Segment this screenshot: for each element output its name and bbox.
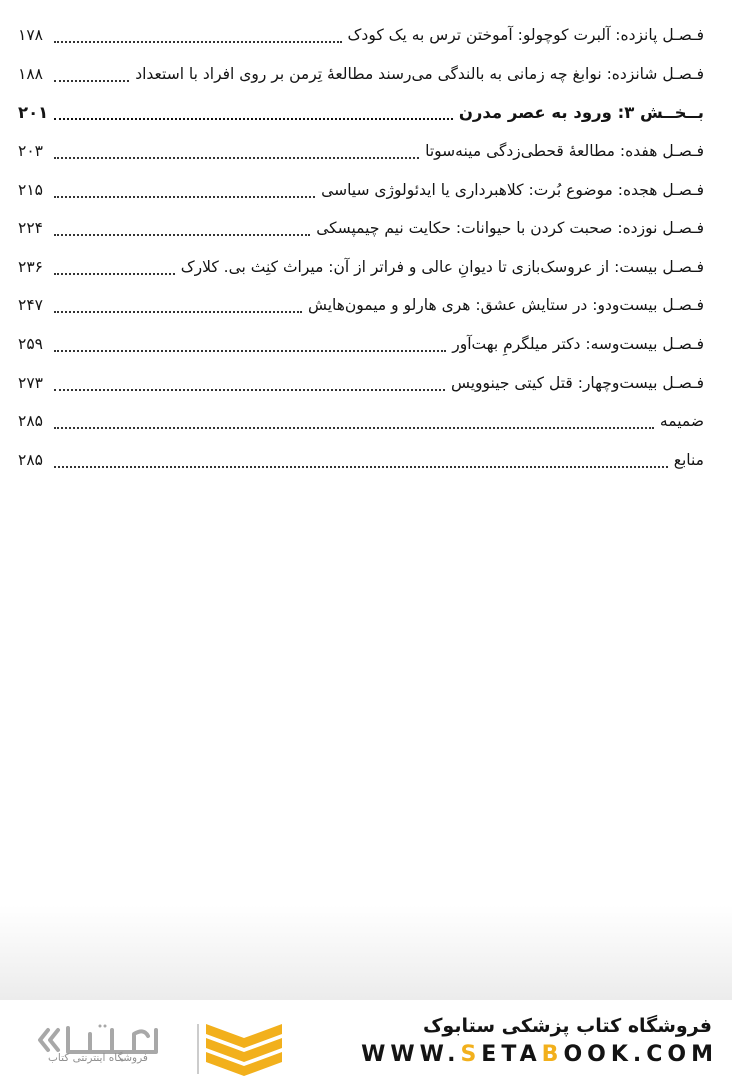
brand-tagline: فروشگاه اینترنتی کتاب	[48, 1052, 148, 1064]
toc-page-number: ۲۱۵	[18, 180, 43, 199]
toc-entry-title: فـصـل هجده: موضوع بُرت: کلاهبرداری یا ایدئولوژی سیاسی	[321, 180, 704, 199]
dot-leader	[54, 419, 654, 429]
toc-entry-title: فـصـل شانزده: نوابغ چه زمانی به بالندگی می‌رسند مطالعۀ تِرمن بر روی افراد با استعداد	[135, 64, 704, 83]
toc-row[interactable]	[18, 441, 704, 480]
toc-row[interactable]	[18, 363, 704, 402]
url-highlight-letter: B	[541, 1042, 564, 1067]
url-text: ETA	[481, 1042, 542, 1067]
dot-leader	[54, 110, 453, 120]
dot-leader	[54, 381, 445, 391]
toc-row[interactable]	[18, 16, 704, 55]
dot-leader	[54, 342, 446, 352]
toc-entry-title: بــخــش ۳: ورود به عصر مدرن	[458, 102, 704, 122]
dot-leader	[54, 226, 310, 236]
toc-entry-title: فـصـل بیست: از عروسک‌بازی تا دیوانِ عالی و فراتر از آن: میراث کنِث بی. کلارک	[180, 257, 704, 276]
toc-page-number: ۲۰۳	[18, 142, 43, 161]
toc-page-number: ۲۸۵	[18, 450, 43, 469]
store-url[interactable]	[361, 1042, 718, 1067]
toc-entry-title: فـصـل بیست‌وسه: دکتر میلگرمِ بهت‌آور	[452, 335, 704, 354]
toc-entry-title: منابع	[673, 450, 704, 469]
toc-page-number: ۲۷۳	[18, 373, 43, 392]
store-name: فروشگاه کتاب پزشکی ستابوک	[422, 1015, 712, 1037]
table-of-contents	[18, 16, 704, 479]
toc-row[interactable]	[18, 286, 704, 325]
toc-row[interactable]	[18, 248, 704, 287]
toc-page-number: ۲۵۹	[18, 335, 43, 354]
toc-part-heading[interactable]	[18, 93, 704, 132]
toc-row[interactable]	[18, 209, 704, 248]
toc-entry-title: فـصـل بیست‌ودو: در ستایش عشق: هری هارلو و میمون‌هایش	[307, 296, 704, 315]
toc-page-number: ۲۳۶	[18, 257, 43, 276]
toc-page-number: ۱۷۸	[18, 26, 43, 45]
url-text: OOK.COM	[563, 1042, 718, 1067]
toc-entry-title: فـصـل پانزده: آلبرت کوچولو: آموختن ترس به یک کودک	[347, 26, 704, 45]
dot-leader	[54, 188, 315, 198]
dot-leader	[54, 458, 668, 468]
toc-row[interactable]	[18, 132, 704, 171]
toc-page-number: ۲۲۴	[18, 219, 43, 238]
toc-row[interactable]	[18, 402, 704, 441]
footer-shade	[0, 905, 732, 1000]
dot-leader	[54, 265, 175, 275]
toc-entry-title: فـصـل بیست‌وچهار: قتل کیتی جینوویس	[450, 373, 704, 392]
toc-page-number: ۲۸۵	[18, 412, 43, 431]
toc-row[interactable]	[18, 170, 704, 209]
brand-name: ستابوک	[114, 1044, 118, 1045]
setabook-chevron-logo-icon	[197, 1024, 282, 1076]
url-text: WWW.	[361, 1042, 461, 1067]
url-highlight-letter: S	[460, 1042, 482, 1067]
toc-page-number: ۱۸۸	[18, 64, 43, 83]
dot-leader	[54, 33, 342, 43]
toc-row[interactable]	[18, 325, 704, 364]
setabook-logo	[34, 1016, 284, 1078]
toc-entry-title: ضمیمه	[659, 412, 704, 431]
toc-row[interactable]	[18, 55, 704, 94]
toc-page-number: ۲۴۷	[18, 296, 43, 315]
toc-entry-title: فـصـل هفده: مطالعۀ قحطی‌زدگی مینه‌سوتا	[425, 142, 704, 161]
dot-leader	[54, 72, 129, 82]
store-footer	[0, 1000, 732, 1079]
toc-page-number: ۲۰۱	[18, 102, 49, 122]
toc-entry-title: فـصـل نوزده: صحبت کردن با حیوانات: حکایت نیم چیمپسکی	[316, 219, 704, 238]
dot-leader	[54, 303, 302, 313]
dot-leader	[54, 149, 419, 159]
